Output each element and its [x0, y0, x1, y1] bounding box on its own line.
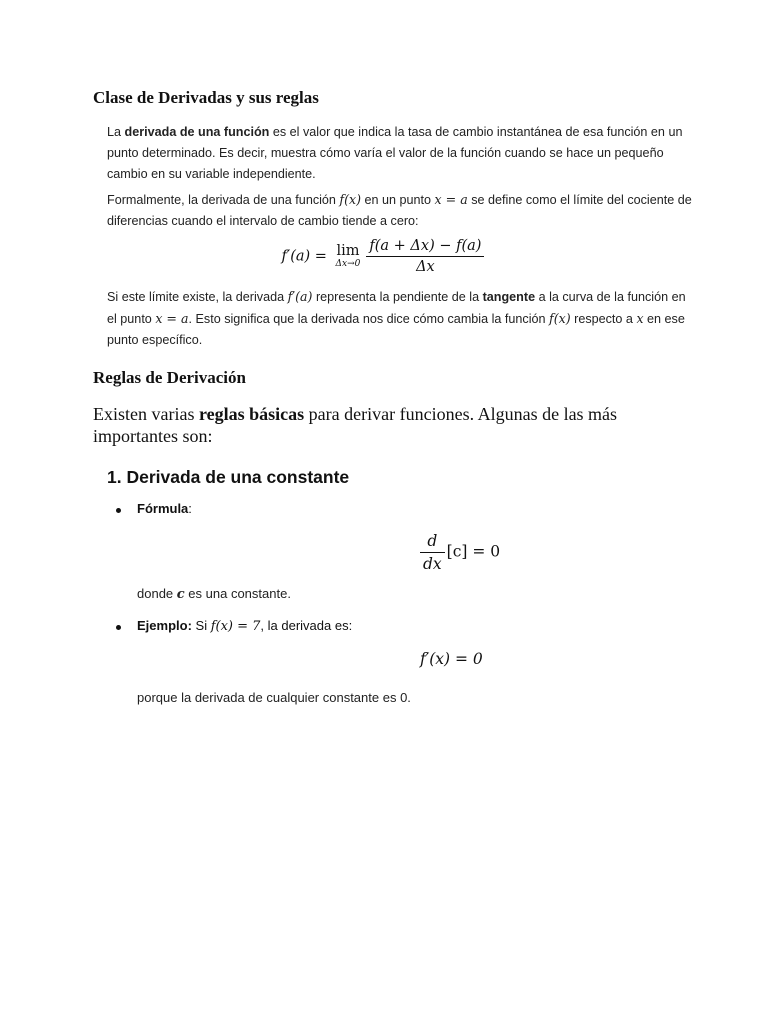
limit-operator: lim Δx→0 [335, 242, 361, 270]
tangent-term: tangente [482, 290, 536, 304]
difference-quotient: $\frac{f(a + \Delta x) - f(a)}{\Delta x}$ [366, 238, 484, 275]
document-title: Clase de Derivadas y sus reglas [93, 88, 319, 107]
example-result-equation: f′(x) = 0 [420, 650, 483, 668]
example-bullet: Ejemplo: Si f(x) = 7, la derivada es: [137, 618, 353, 634]
constant-derivative-equation: $\frac{d}{dx}$ [c] = 0 [418, 532, 500, 573]
rules-heading: Reglas de Derivación [93, 368, 246, 387]
math-f-of-x: f(x) [339, 192, 362, 207]
interpretation-paragraph: Si este límite existe, la derivada f′(a) representa la pendiente de la tangente a la curva de la función en el punto x = a. Esto significa que la derivada nos dice cómo cambia la función f(x) respecto a x en ese punto específico. [107, 289, 686, 347]
math-x-equals-a: x = a [434, 192, 468, 207]
definition-paragraph: La derivada de una función es el valor que indica la tasa de cambio instantánea de esa función en un punto determinado. Es decir, muestra cómo varía el valor de la función cuando se hace un pequeño cambio en su variable independiente. [107, 125, 683, 181]
bullet-dot [116, 508, 121, 513]
definition-term: derivada de una función [124, 125, 270, 139]
reason-note: porque la derivada de cualquier constante es 0. [137, 690, 411, 705]
limit-definition-equation: f′(a) = lim Δx→0 $\frac{f(a + \Delta x) - f(a)}{\Delta x}$ [0, 238, 768, 275]
constant-note: donde c es una constante. [137, 586, 291, 602]
math-f-equals-7: f(x) = 7 [210, 619, 261, 634]
formula-bullet: Fórmula: [137, 501, 192, 516]
bullet-dot [116, 625, 121, 630]
rule-1-heading: 1. Derivada de una constante [107, 467, 350, 487]
formal-definition-paragraph: Formalmente, la derivada de una función f(x) en un punto x = a se define como el límite del cociente de diferencias cuando el intervalo de cambio tiende a cero: [107, 192, 692, 228]
rules-intro-paragraph: Existen varias reglas básicas para derivar funciones. Algunas de las más importantes son: [93, 404, 618, 446]
basic-rules-term: reglas básicas [198, 404, 305, 424]
